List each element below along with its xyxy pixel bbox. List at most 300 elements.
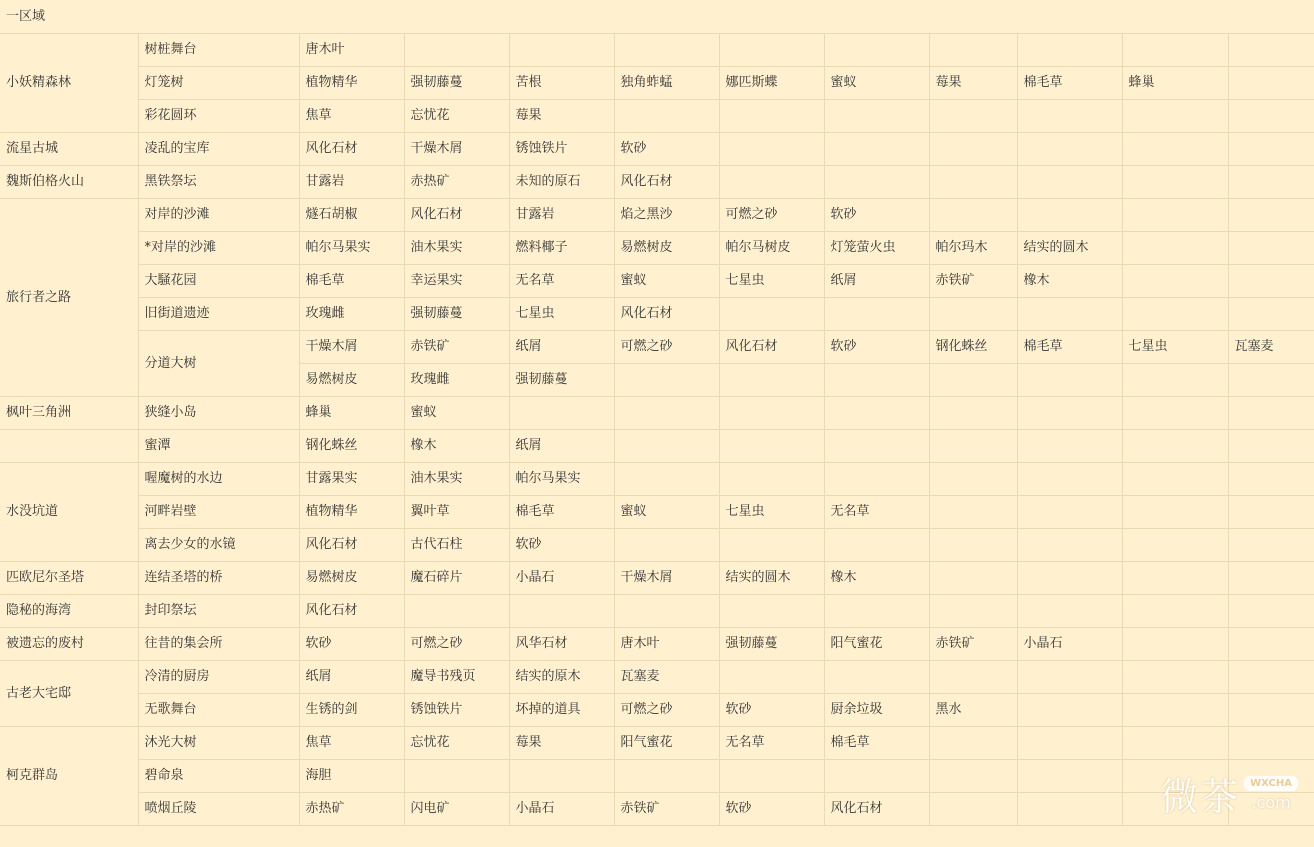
empty-cell [824,165,929,198]
location-name-cell: 沐光大树 [138,726,299,759]
material-cell: 纸屑 [299,660,404,693]
empty-cell [929,99,1017,132]
material-cell: 七星虫 [509,297,614,330]
empty-cell [1122,528,1228,561]
material-cell: 七星虫 [719,495,824,528]
material-cell: 焦草 [299,726,404,759]
empty-cell [1228,297,1314,330]
empty-cell [614,33,719,66]
empty-cell [929,363,1017,396]
empty-cell [1122,594,1228,627]
empty-cell [824,660,929,693]
empty-cell [1122,297,1228,330]
material-cell: 阳气蜜花 [824,627,929,660]
empty-cell [1228,99,1314,132]
material-cell: 风化石材 [614,297,719,330]
empty-cell [1017,396,1122,429]
empty-cell [614,528,719,561]
material-cell: 蜜蚁 [824,66,929,99]
material-cell: 闪电矿 [404,792,509,825]
material-cell: 甘露岩 [299,165,404,198]
empty-cell [1122,429,1228,462]
empty-cell [1017,165,1122,198]
material-cell: 油木果实 [404,231,509,264]
location-name-cell: 离去少女的水镜 [138,528,299,561]
empty-cell [1228,528,1314,561]
location-name-cell: 黑铁祭坛 [138,165,299,198]
empty-cell [1228,792,1314,825]
table-row [0,528,1314,561]
material-cell: 可燃之砂 [404,627,509,660]
empty-cell [824,528,929,561]
table-row [0,462,1314,495]
material-cell: 钢化蛛丝 [299,429,404,462]
material-cell: 蜜蚁 [614,264,719,297]
empty-cell [1017,561,1122,594]
table-row [0,66,1314,99]
empty-cell [824,759,929,792]
material-cell: 软砂 [719,693,824,726]
empty-cell [1122,132,1228,165]
material-cell: 小晶石 [1017,627,1122,660]
location-name-cell: 喷烟丘陵 [138,792,299,825]
material-cell: 无名草 [824,495,929,528]
material-cell: 蜂巢 [1122,66,1228,99]
empty-cell [824,429,929,462]
table-row [0,198,1314,231]
material-cell: 风化石材 [299,132,404,165]
empty-cell [1228,165,1314,198]
empty-cell [824,99,929,132]
material-cell: 风华石材 [509,627,614,660]
empty-cell [1228,726,1314,759]
material-cell: 未知的原石 [509,165,614,198]
empty-cell [929,429,1017,462]
material-cell: 无名草 [719,726,824,759]
empty-cell [1017,594,1122,627]
location-name-cell: 蜜潭 [138,429,299,462]
empty-cell [614,429,719,462]
empty-cell [509,759,614,792]
material-cell: 软砂 [614,132,719,165]
empty-cell [614,759,719,792]
material-cell: 生锈的剑 [299,693,404,726]
material-cell: 阳气蜜花 [614,726,719,759]
empty-cell [1122,198,1228,231]
material-cell: 软砂 [824,330,929,363]
material-cell: 独角蚱蜢 [614,66,719,99]
location-name-cell: 凌乱的宝库 [138,132,299,165]
material-cell: 锈蚀铁片 [509,132,614,165]
material-cell: 油木果实 [404,462,509,495]
material-cell: 易燃树皮 [299,561,404,594]
material-cell: 软砂 [509,528,614,561]
empty-cell [1122,231,1228,264]
empty-cell [719,297,824,330]
empty-cell [1017,660,1122,693]
empty-cell [824,462,929,495]
location-name-cell: 封印祭坛 [138,594,299,627]
empty-cell [824,363,929,396]
material-cell: 玫瑰雌 [299,297,404,330]
material-cell: 忘忧花 [404,726,509,759]
material-cell: 黑水 [929,693,1017,726]
material-cell: 干燥木屑 [299,330,404,363]
material-cell: 莓果 [509,726,614,759]
empty-cell [509,33,614,66]
table-row [0,396,1314,429]
material-cell: 帕尔玛木 [929,231,1017,264]
material-cell: 焰之黑沙 [614,198,719,231]
empty-cell [1228,462,1314,495]
material-cell: 燧石胡椒 [299,198,404,231]
empty-cell [614,462,719,495]
empty-cell [1228,429,1314,462]
empty-cell [1122,99,1228,132]
material-cell: 莓果 [929,66,1017,99]
empty-cell [929,759,1017,792]
empty-cell [824,132,929,165]
material-cell: 海胆 [299,759,404,792]
empty-cell [1228,693,1314,726]
material-cell: 棉毛草 [509,495,614,528]
material-cell: 七星虫 [1122,330,1228,363]
material-cell: 强韧藤蔓 [719,627,824,660]
empty-cell [719,528,824,561]
empty-cell [1017,297,1122,330]
empty-cell [1017,759,1122,792]
empty-cell [1228,66,1314,99]
material-cell: 橡木 [404,429,509,462]
material-cell: 无名草 [509,264,614,297]
table-row [0,132,1314,165]
location-name-cell: 喔魔树的水边 [138,462,299,495]
material-cell: 棉毛草 [299,264,404,297]
material-cell: 蜂巢 [299,396,404,429]
empty-cell [719,660,824,693]
location-name-cell: 灯笼树 [138,66,299,99]
empty-cell [1017,462,1122,495]
empty-cell [719,132,824,165]
empty-cell [1228,627,1314,660]
empty-cell [1228,264,1314,297]
empty-cell [1017,132,1122,165]
empty-cell [1017,363,1122,396]
material-cell: 棉毛草 [1017,330,1122,363]
table-row [0,429,1314,462]
empty-cell [509,594,614,627]
empty-cell [929,297,1017,330]
material-cell: 七星虫 [719,264,824,297]
table-row [0,594,1314,627]
region-name-cell: 枫叶三角洲 [0,396,138,429]
region-name-cell: 古老大宅邸 [0,660,138,726]
material-cell: 可燃之砂 [614,693,719,726]
empty-cell [1228,132,1314,165]
material-cell: 小晶石 [509,561,614,594]
material-cell: 瓦塞麦 [1228,330,1314,363]
table-row [0,264,1314,297]
empty-cell [1228,594,1314,627]
material-cell: 帕尔马果实 [299,231,404,264]
empty-cell [1122,363,1228,396]
material-cell: 可燃之砂 [719,198,824,231]
empty-cell [1017,429,1122,462]
material-cell: 风化石材 [719,330,824,363]
location-name-cell: 彩花圆环 [138,99,299,132]
empty-cell [929,198,1017,231]
location-name-cell: 旧街道遗迹 [138,297,299,330]
empty-cell [1017,792,1122,825]
empty-cell [824,594,929,627]
material-cell: 植物精华 [299,66,404,99]
empty-cell [929,528,1017,561]
region-name-cell: 魏斯伯格火山 [0,165,138,198]
material-cell: 玫瑰雌 [404,363,509,396]
material-cell: 唐木叶 [614,627,719,660]
material-cell: 棉毛草 [1017,66,1122,99]
table-row [0,792,1314,825]
watermark-text: 微茶 [1160,775,1241,819]
table-row [0,330,1314,363]
material-cell: 植物精华 [299,495,404,528]
material-cell: 幸运果实 [404,264,509,297]
material-cell: 小晶石 [509,792,614,825]
material-cell: 风化石材 [614,165,719,198]
empty-cell [1122,264,1228,297]
material-cell: 帕尔马果实 [509,462,614,495]
empty-cell [929,495,1017,528]
material-cell: 焦草 [299,99,404,132]
material-cell: 魔石碎片 [404,561,509,594]
material-cell: 苦根 [509,66,614,99]
material-cell: 风化石材 [299,528,404,561]
empty-cell [929,33,1017,66]
table-row [0,495,1314,528]
region-name-cell: 匹欧尼尔圣塔 [0,561,138,594]
region-name-cell: 隐秘的海湾 [0,594,138,627]
material-cell: 结实的原木 [509,660,614,693]
table-row [0,33,1314,66]
material-cell: 橡木 [824,561,929,594]
empty-cell [1122,792,1228,825]
location-name-cell: 连结圣塔的桥 [138,561,299,594]
empty-cell [1228,363,1314,396]
material-cell: 锈蚀铁片 [404,693,509,726]
empty-cell [1017,726,1122,759]
material-cell: 干燥木屑 [614,561,719,594]
empty-cell [1017,495,1122,528]
empty-cell [404,33,509,66]
location-name-cell: 冷清的厨房 [138,660,299,693]
empty-cell [404,594,509,627]
empty-cell [824,396,929,429]
material-cell: 赤热矿 [299,792,404,825]
location-name-cell: 无歌舞台 [138,693,299,726]
empty-cell [1122,561,1228,594]
table-row [0,561,1314,594]
empty-cell [1122,462,1228,495]
empty-cell [719,363,824,396]
empty-cell [1228,231,1314,264]
location-name-cell: 往昔的集会所 [138,627,299,660]
empty-cell [1122,495,1228,528]
material-cell: 灯笼萤火虫 [824,231,929,264]
material-cell: 甘露岩 [509,198,614,231]
material-cell: 易燃树皮 [299,363,404,396]
empty-cell [1228,759,1314,792]
location-name-cell: 河畔岩壁 [138,495,299,528]
material-cell: 结实的圆木 [719,561,824,594]
material-cell: 燃料椰子 [509,231,614,264]
empty-cell [1017,99,1122,132]
empty-cell [929,165,1017,198]
empty-cell [719,99,824,132]
material-cell: 赤热矿 [404,165,509,198]
empty-cell [1122,165,1228,198]
material-cell: 风化石材 [404,198,509,231]
material-cell: 干燥木屑 [404,132,509,165]
empty-cell [1228,33,1314,66]
material-cell: 翼叶草 [404,495,509,528]
material-cell: 蜜蚁 [404,396,509,429]
material-cell: 结实的圆木 [1017,231,1122,264]
table-row [0,726,1314,759]
empty-cell [719,165,824,198]
empty-cell [719,594,824,627]
material-cell: 纸屑 [824,264,929,297]
empty-cell [1122,627,1228,660]
empty-cell [509,396,614,429]
table-row [0,99,1314,132]
table-row [0,627,1314,660]
empty-cell [1228,660,1314,693]
empty-cell [719,429,824,462]
empty-cell [1228,198,1314,231]
empty-cell [929,462,1017,495]
empty-cell [614,396,719,429]
material-cell: 赤铁矿 [614,792,719,825]
empty-cell [1017,198,1122,231]
material-cell: 纸屑 [509,330,614,363]
empty-cell [1228,561,1314,594]
table-row [0,660,1314,693]
material-cell: 瓦塞麦 [614,660,719,693]
table-row [0,231,1314,264]
material-cell: 赤铁矿 [929,627,1017,660]
table-row [0,297,1314,330]
table-row [0,759,1314,792]
material-cell: 莓果 [509,99,614,132]
table-title: 一区域 [0,0,1314,33]
material-cell: 软砂 [719,792,824,825]
empty-cell [719,33,824,66]
empty-cell [929,726,1017,759]
material-cell: 赤铁矿 [404,330,509,363]
region-name-cell: 流星古城 [0,132,138,165]
location-name-cell: 大騒花园 [138,264,299,297]
region-name-cell: 柯克群岛 [0,726,138,825]
empty-cell [614,99,719,132]
material-cell: 风化石材 [824,792,929,825]
empty-cell [929,660,1017,693]
region-name-cell: 水没坑道 [0,462,138,561]
material-cell: 忘忧花 [404,99,509,132]
empty-cell [929,594,1017,627]
material-cell: 娜匹斯蝶 [719,66,824,99]
material-cell: 赤铁矿 [929,264,1017,297]
material-cell: 唐木叶 [299,33,404,66]
material-cell: 软砂 [824,198,929,231]
empty-cell [929,561,1017,594]
table-row [0,693,1314,726]
material-cell: 强韧藤蔓 [404,297,509,330]
material-cell: 强韧藤蔓 [509,363,614,396]
empty-cell [1017,528,1122,561]
watermark-badge: WXCHA [1244,776,1298,791]
location-name-cell: 狭缝小岛 [138,396,299,429]
material-cell: 坏掉的道具 [509,693,614,726]
material-cell: 棉毛草 [824,726,929,759]
location-name-cell: *对岸的沙滩 [138,231,299,264]
empty-cell [614,594,719,627]
empty-cell [1228,396,1314,429]
material-cell: 甘露果实 [299,462,404,495]
empty-cell [1228,495,1314,528]
material-cell: 蜜蚁 [614,495,719,528]
empty-cell [929,792,1017,825]
empty-cell [1122,759,1228,792]
material-cell: 橡木 [1017,264,1122,297]
table-row [0,165,1314,198]
empty-cell [1017,693,1122,726]
material-cell: 厨余垃圾 [824,693,929,726]
region-name-cell: 被遗忘的废村 [0,627,138,660]
material-cell: 钢化蛛丝 [929,330,1017,363]
empty-cell [1017,33,1122,66]
empty-cell [929,396,1017,429]
location-name-cell: 碧命泉 [138,759,299,792]
region-name-cell: 旅行者之路 [0,198,138,396]
empty-cell [719,462,824,495]
material-cell: 风化石材 [299,594,404,627]
location-name-cell: 树桩舞台 [138,33,299,66]
empty-cell [719,396,824,429]
empty-cell [929,132,1017,165]
material-cell: 易燃树皮 [614,231,719,264]
empty-cell [824,297,929,330]
empty-cell [404,759,509,792]
empty-cell [1122,396,1228,429]
material-cell: 帕尔马树皮 [719,231,824,264]
empty-cell [614,363,719,396]
empty-cell [719,759,824,792]
material-cell: 魔导书残页 [404,660,509,693]
empty-cell [1122,33,1228,66]
region-name-cell [0,429,138,462]
material-cell: 古代石柱 [404,528,509,561]
empty-cell [1122,660,1228,693]
material-cell: 强韧藤蔓 [404,66,509,99]
title-row [0,0,1314,33]
location-name-cell: 对岸的沙滩 [138,198,299,231]
material-cell: 纸屑 [509,429,614,462]
location-name-cell: 分道大树 [138,330,299,396]
watermark-domain: .com [1251,792,1291,812]
material-cell: 软砂 [299,627,404,660]
material-cell: 可燃之砂 [614,330,719,363]
empty-cell [824,33,929,66]
